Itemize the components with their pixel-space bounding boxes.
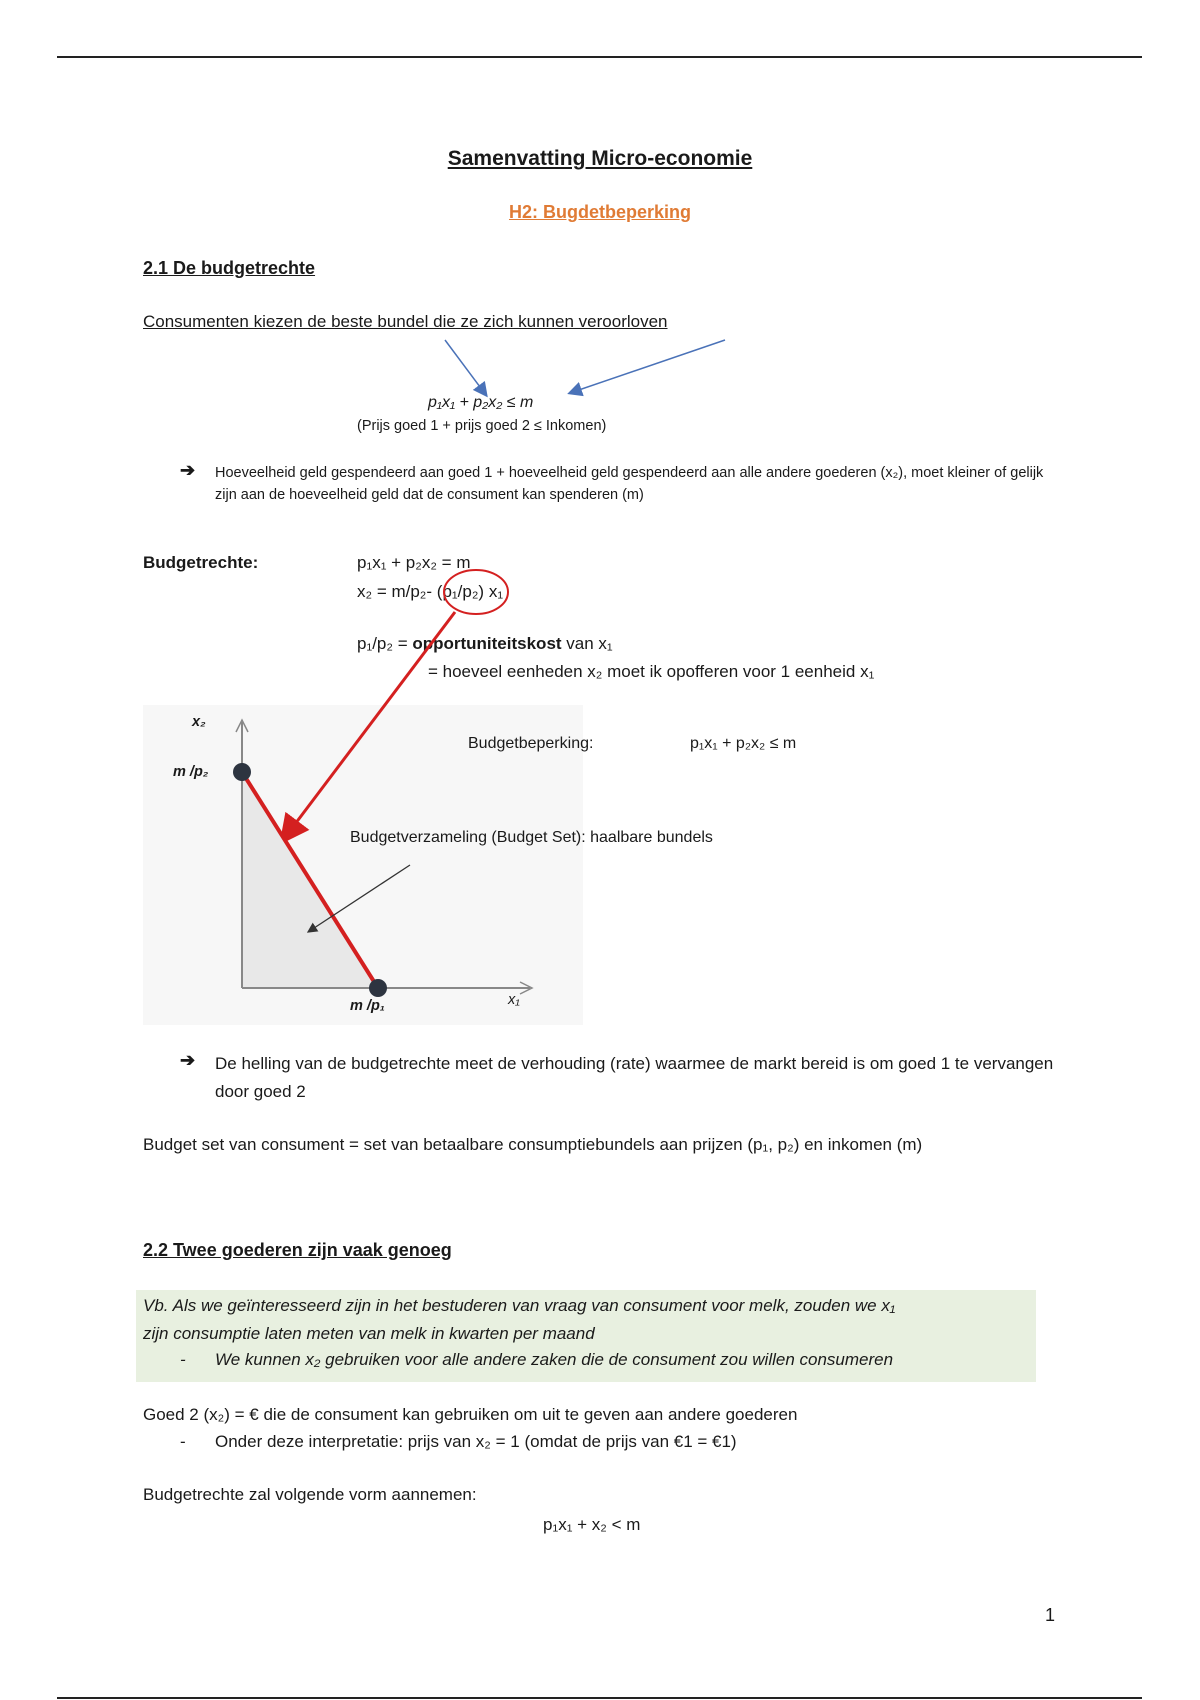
vorm-sentence: Budgetrechte zal volgende vorm aannemen: xyxy=(143,1485,477,1504)
explanation-text: Hoeveelheid geld gespendeerd aan goed 1 + hoeveelheid geld gespendeerd aan alle andere goederen (x₂), moet kleiner of gelijk zijn aan de hoeveelheid geld dat de consument kan spenderen (m) xyxy=(215,465,1044,503)
section-1-heading: 2.1 De budgetrechte xyxy=(143,258,316,278)
document-title: Samenvatting Micro-economie xyxy=(447,147,753,170)
intro-sentence: Consumenten kiezen de beste bundel die ze zich kunnen veroorloven xyxy=(143,312,668,331)
budget-set-definition: Budget set van consument = set van betaalbare consumptiebundels aan prijzen (p₁, p₂) en inkomen (m) xyxy=(143,1135,923,1154)
formula-pointer-arrow xyxy=(570,340,725,393)
budget-formula: p₁x₁ + p₂x₂ ≤ m xyxy=(428,394,534,411)
example-line-2: zijn consumptie laten meten van melk in kwarten per maand xyxy=(143,1324,595,1343)
slope-highlight-circle xyxy=(444,570,508,614)
graph-y-intercept-label: m /p₂ xyxy=(173,764,209,780)
graph-x-axis-label: x₁ xyxy=(508,992,520,1008)
slope-note: De helling van de budgetrechte meet de verhouding (rate) waarmee de markt bereid is om goed 1 te vervangen door goed 2 xyxy=(215,1054,1054,1101)
example-bullet: We kunnen x₂ gebruiken voor alle andere zaken die de consument zou willen consumeren xyxy=(215,1350,894,1369)
opportunity-cost-definition: = hoeveel eenheden x₂ moet ik opofferen voor 1 eenheid x₁ xyxy=(428,662,875,681)
dash-bullet-icon: - xyxy=(180,1350,186,1369)
formula-caption: (Prijs goed 1 + prijs goed 2 ≤ Inkomen) xyxy=(357,418,607,434)
budget-line-equation: p₁x₁ + p₂x₂ = m xyxy=(357,553,471,572)
goed2-bullet: Onder deze interpretatie: prijs van x₂ = 1 (omdat de prijs van €1 = €1) xyxy=(215,1432,737,1451)
vorm-formula: p₁x₁ + x₂ < m xyxy=(543,1515,641,1534)
slope-intercept-equation: x₂ = m/p₂- (p₁/p₂) x₁ xyxy=(357,582,504,601)
budgetbeperking-formula: p₁x₁ + p₂x₂ ≤ m xyxy=(690,735,797,752)
budgetrechte-label: Budgetrechte: xyxy=(143,553,259,572)
graph-x-intercept-label: m /p₁ xyxy=(350,998,385,1014)
x-intercept-dot xyxy=(369,979,387,997)
example-line-1: Vb. Als we geïnteresseerd zijn in het bestuderen van vraag van consument voor melk, zouden we x₁ xyxy=(143,1296,896,1315)
arrow-bullet-icon: ➔ xyxy=(180,460,196,480)
arrow-bullet-icon: ➔ xyxy=(180,1050,196,1070)
slope-pointer-arrow xyxy=(283,612,455,840)
budgetbeperking-label: Budgetbeperking: xyxy=(468,735,594,752)
dash-bullet-icon: - xyxy=(180,1432,186,1451)
chapter-heading: H2: Bugdetbeperking xyxy=(508,202,691,222)
section-2-heading: 2.2 Twee goederen zijn vaak genoeg xyxy=(143,1240,452,1260)
goed2-definition: Goed 2 (x₂) = € die de consument kan gebruiken om uit te geven aan andere goederen xyxy=(143,1405,798,1424)
opportunity-cost-line: p₁/p₂ = opportuniteitskost van x₁ xyxy=(357,634,613,653)
graph-y-axis-label: x₂ xyxy=(192,714,206,730)
budget-set-label: Budgetverzameling (Budget Set): haalbare bundels xyxy=(350,829,713,846)
page-number: 1 xyxy=(1045,1605,1056,1625)
formula-pointer-arrow xyxy=(445,340,486,395)
y-intercept-dot xyxy=(233,763,251,781)
bottom-rule xyxy=(57,1697,1142,1699)
